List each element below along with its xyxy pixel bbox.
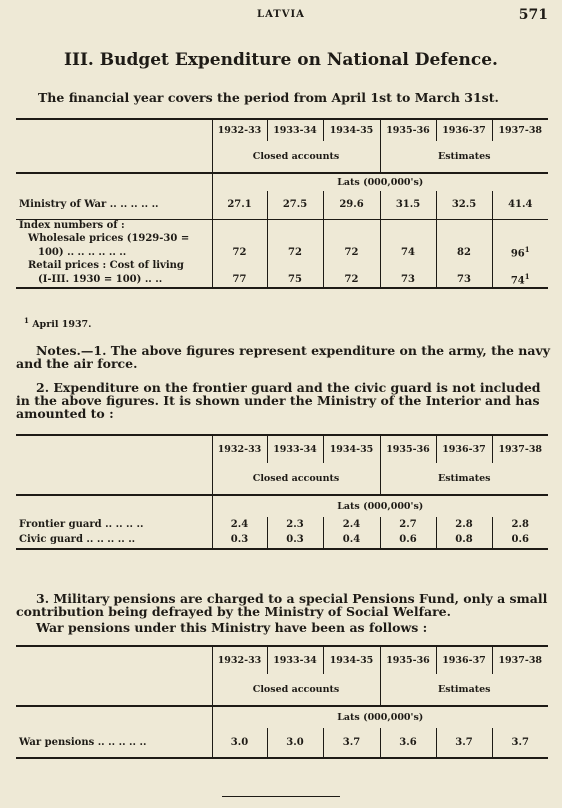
page-number: 571 (518, 7, 548, 23)
table-cell: 27.5 (267, 191, 323, 219)
year-header: 1934-35 (323, 119, 380, 141)
table-cell: $74^1$ (492, 272, 548, 287)
budget-table-war-pensions (16, 645, 548, 759)
year-header: 1934-35 (323, 435, 380, 463)
section-title: III. Budget Expenditure on National Defence. (64, 50, 498, 70)
year-header: 1935-36 (380, 646, 436, 674)
year-header: 1935-36 (380, 435, 436, 463)
table-cell: 3.7 (436, 728, 492, 758)
table-cell: 2.8 (511, 518, 529, 530)
table-cell: 2.4 (323, 517, 380, 531)
year-header: 1937-38 (492, 646, 548, 674)
table-cell: 27.1 (212, 191, 267, 219)
year-header: 1933-34 (267, 646, 323, 674)
note-2: 2. Expenditure on the frontier guard and the civic guard is not included in the above figures. It is shown under the Ministry of the Interior and has amounted to : (16, 380, 541, 421)
budget-table-guards (16, 434, 548, 550)
table-cell: 77 (212, 272, 267, 287)
row-label-retail-line2: (I-III. 1930 = 100) .. .. (16, 272, 212, 287)
year-header: 1932-33 (212, 646, 267, 674)
footnote-mark: 1 (524, 272, 530, 282)
table-cell: 0.3 (212, 531, 267, 549)
table-cell: 0.3 (267, 531, 323, 549)
group-closed-accounts: Closed accounts (212, 674, 380, 706)
group-estimates: Estimates (380, 141, 548, 173)
table-cell: 72 (212, 245, 267, 259)
unit-label: Lats (000,000's) (337, 501, 424, 512)
table-cell: 74 (380, 245, 436, 259)
table-cell: 2.4 (212, 517, 267, 531)
table-cell: 0.6 (492, 531, 548, 549)
table-cell: 73 (436, 272, 492, 287)
unit-label: Lats (000,000's) (337, 177, 424, 188)
table-cell: 0.8 (436, 531, 492, 549)
row-label-wholesale-line2: 100) .. .. .. .. .. .. (16, 245, 212, 259)
row-label-index-numbers: Index numbers of : (16, 219, 212, 232)
year-header: 1933-34 (267, 119, 323, 141)
year-header: 1932-33 (212, 119, 267, 141)
year-header: 1935-36 (380, 119, 436, 141)
intro-text: The financial year covers the period from April 1st to March 31st. (38, 90, 499, 105)
table-cell: 0.6 (380, 531, 436, 549)
unit-label: Lats (000,000's) (337, 712, 424, 723)
year-header: 1932-33 (212, 435, 267, 463)
table-cell: 3.0 (267, 728, 323, 758)
table-cell: 72 (323, 245, 380, 259)
footnote: $^1$ April 1937. (24, 316, 92, 331)
table-cell: 41.4 (492, 191, 548, 219)
running-head-title: LATVIA (257, 9, 305, 20)
year-header: 1937-38 (492, 119, 548, 141)
table-cell: 2.8 (436, 517, 492, 531)
note-1: Notes.—1. The above figures represent expenditure on the army, the navy and the air force. (16, 343, 551, 371)
row-label-retail-line1: Retail prices : Cost of living (16, 259, 212, 272)
table-cell: 3.7 (492, 728, 548, 758)
group-closed-accounts: Closed accounts (212, 141, 380, 173)
table-cell: 0.4 (323, 531, 380, 549)
bottom-rule (222, 796, 340, 797)
table-cell: $96^1$ (510, 245, 530, 260)
footnote-mark: 1 (524, 245, 530, 254)
table-cell: 31.5 (380, 191, 436, 219)
table-cell: 72 (267, 245, 323, 259)
budget-table-ministry-of-war (16, 118, 548, 289)
row-label-frontier-guard: Frontier guard .. .. .. .. (16, 517, 212, 531)
table-cell: 3.7 (323, 728, 380, 758)
table-cell: 32.5 (436, 191, 492, 219)
table-cell: 2.3 (267, 517, 323, 531)
row-label-war-pensions: War pensions .. .. .. .. .. (16, 728, 212, 758)
row-label-ministry-of-war: Ministry of War .. .. .. .. .. (16, 191, 212, 219)
table-corner (16, 119, 212, 141)
table-cell: 82 (436, 245, 492, 259)
year-header: 1933-34 (267, 435, 323, 463)
year-header: 1936-37 (436, 119, 492, 141)
group-estimates: Estimates (380, 674, 548, 706)
table-cell: 72 (323, 272, 380, 287)
table-cell: 75 (267, 272, 323, 287)
year-header: 1936-37 (436, 435, 492, 463)
note-3: 3. Military pensions are charged to a special Pensions Fund, only a small contribution being defrayed by the Ministry of Social Welfare. (16, 591, 548, 619)
running-head (0, 9, 562, 25)
year-header: 1936-37 (436, 646, 492, 674)
group-closed-accounts: Closed accounts (212, 463, 380, 495)
table-cell: 3.6 (380, 728, 436, 758)
table-cell: 3.0 (212, 728, 267, 758)
group-estimates: Estimates (380, 463, 548, 495)
table-cell: 2.7 (380, 517, 436, 531)
row-label-civic-guard: Civic guard .. .. .. .. .. (16, 531, 212, 549)
year-header: 1934-35 (323, 646, 380, 674)
table-cell: 29.6 (323, 191, 380, 219)
row-label-wholesale-line1: Wholesale prices (1929-30 = (16, 232, 212, 245)
note-3-continued: War pensions under this Ministry have been as follows : (36, 620, 428, 635)
year-header: 1937-38 (492, 435, 548, 463)
table-cell: 73 (380, 272, 436, 287)
